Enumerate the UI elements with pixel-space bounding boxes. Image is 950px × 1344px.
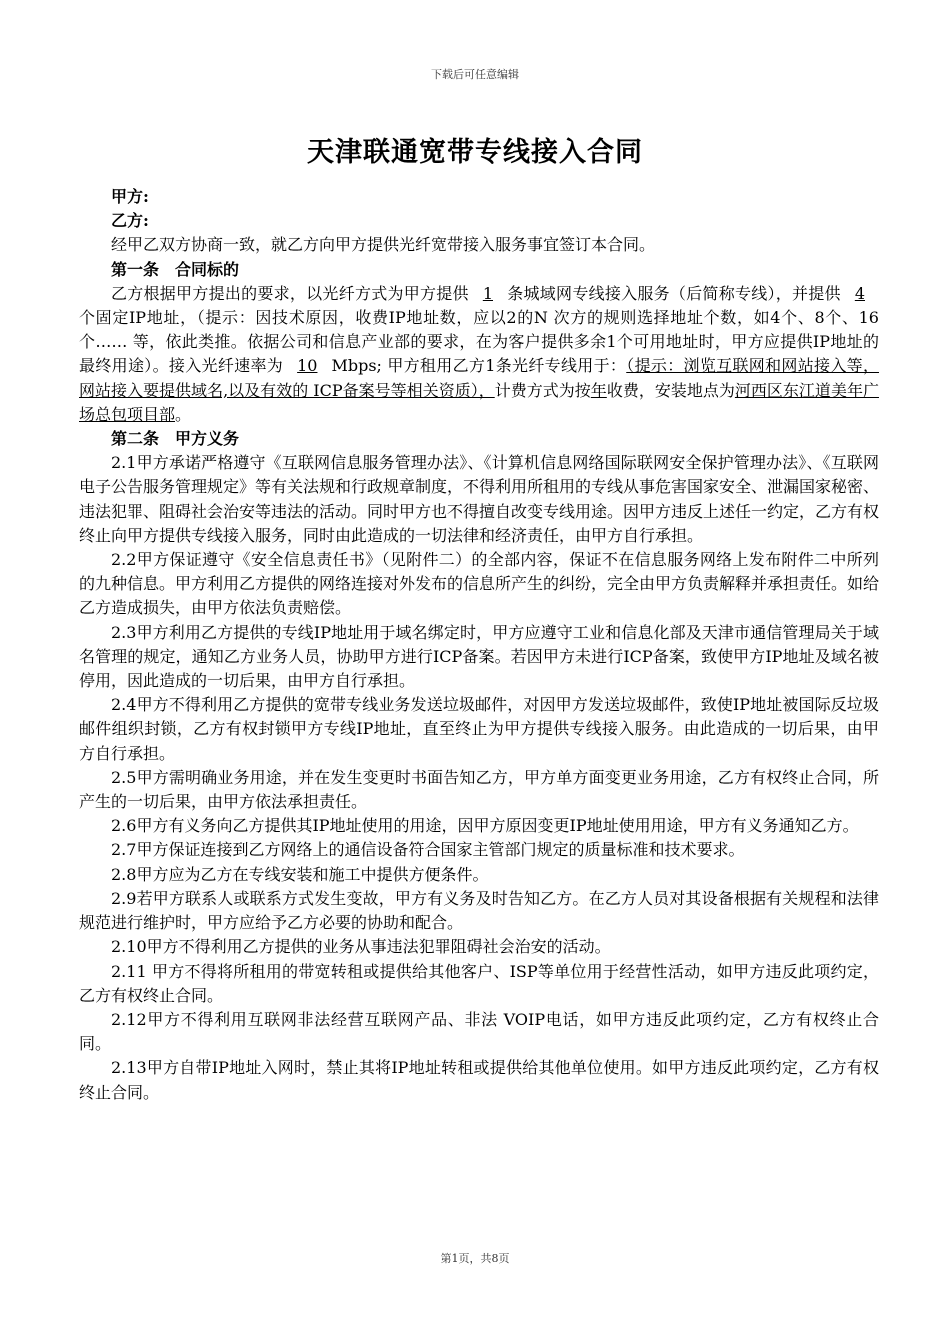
clause-2-11: 2.11 甲方不得将所租用的带宽转租或提供给其他客户、ISP等单位用于经营性活动，如甲方违反此项约定，乙方有权终止合同。 <box>79 961 879 1005</box>
page-footer: 第1页，共8页 <box>440 1252 510 1265</box>
intro-paragraph: 经甲乙双方协商一致，就乙方向甲方提供光纤宽带接入服务事宜签订本合同。 <box>111 235 656 255</box>
article1-text-6: 收费，安装地点为 <box>606 380 735 400</box>
clause-2-5: 2.5甲方需明确业务用途，并在发生变更时书面告知乙方，甲方单方面变更业务用途，乙方有权终止合同，所产生的一切后果，由甲方依法承担责任。 <box>79 767 879 812</box>
rate-field: 10 <box>297 356 318 376</box>
usage-field: （提示：浏览互联网和网站接入等，网站接入要提供域名,以及有效的 ICP备案号等相关资质）， <box>79 356 879 400</box>
clause-2-1: 2.1甲方承诺严格遵守《互联网信息服务管理办法》、《计算机信息网络国际联网安全保护管理办法》、《互联网电子公告服务管理规定》等有关法规和行政规章制度，不得利用所租用的专线从事危害国家安全、泄漏国家秘密、违法犯罪、阻碍社会治安等违法的活动。同时甲方也不得擅自改变专线用途。因甲方违反上述任一约定，乙方有权终止向甲方提供专线接入服务，同时由此造成的一切法律和经济责任，由甲方自行承担。 <box>79 453 880 545</box>
clause-2-7: 2.7甲方保证连接到乙方网络上的通信设备符合国家主管部门规定的质量标准和技术要求。 <box>111 840 745 860</box>
article1-text-7: 。 <box>175 404 192 424</box>
clause-2-10: 2.10甲方不得利用乙方提供的业务从事违法犯罪阻碍社会治安的活动。 <box>111 937 611 957</box>
clause-2-6: 2.6甲方有义务向乙方提供其IP地址使用的用途，因甲方原因变更IP地址使用用途，甲方有义务通知乙方。 <box>111 816 859 836</box>
clause-2-13: 2.13甲方自带IP地址入网时，禁止其将IP地址转租或提供给其他单位使用。如甲方违反此项约定，乙方有权终止合同。 <box>79 1058 879 1102</box>
article1-heading: 第一条 合同标的 <box>111 259 240 279</box>
location-field: 河西区东江道美年广场总包项目部 <box>79 380 879 424</box>
article1-text-5: 计费方式为按 <box>494 380 591 400</box>
clause-2-3: 2.3甲方利用乙方提供的专线IP地址用于域名绑定时，甲方应遵守工业和信息化部及天津市通信管理局关于域名管理的规定，通知乙方业务人员，协助甲方进行ICP备案。若因甲方未进行ICP备案，致使甲方IP地址及域名被停用，因此造成的一切后果，由甲方自行承担。 <box>79 622 879 691</box>
article1-text-3: 个固定IP地址，（提示：因技术原因，收费IP地址数，应以2的N 次方的规则选择地址个数，如4个、8个、16个…… 等，依此类推。依据公司和信息产业部的要求，在为客户提供多余1个可用地址时，甲方应提供IP地址的最终用途）。接入光纤速率为 <box>79 308 879 376</box>
contract-body <box>79 185 879 1105</box>
clause-2-2: 2.2甲方保证遵守《安全信息责任书》（见附件二）的全部内容，保证不在信息服务网络上发布附件二中所列的九种信息。甲方利用乙方提供的网络连接对外发布的信息所产生的纠纷，完全由甲方负责解释并承担责任。如给乙方造成损失，由甲方依法负责赔偿。 <box>79 550 880 618</box>
party-b-label: 乙方: <box>111 211 149 231</box>
clause-2-9: 2.9若甲方联系人或联系方式发生变故，甲方有义务及时告知乙方。在乙方人员对其设备根据有关规程和法律规范进行维护时，甲方应给予乙方必要的协助和配合。 <box>79 888 879 933</box>
billing-field: 年 <box>590 380 607 400</box>
article1-text-2: 条城域网专线接入服务（后简称专线），并提供 <box>507 283 841 303</box>
contract-title: 天津联通宽带专线接入合同 <box>307 137 643 168</box>
party-a-label: 甲方: <box>111 187 149 206</box>
lines-count-field: 1 <box>482 283 493 303</box>
article1-paragraph <box>79 282 879 427</box>
clause-2-8: 2.8甲方应为乙方在专线安装和施工中提供方便条件。 <box>111 864 489 884</box>
clause-2-12: 2.12甲方不得利用互联网非法经营互联网产品、非法 VOIP电话，如甲方违反此项约定，乙方有权终止合同。 <box>79 1009 879 1054</box>
header-note: 下载后可任意编辑 <box>431 68 519 81</box>
article2-heading: 第二条 甲方义务 <box>111 429 240 449</box>
ip-count-field: 4 <box>854 283 865 303</box>
article1-text-1: 乙方根据甲方提出的要求，以光纤方式为甲方提供 <box>111 283 469 303</box>
clause-2-4: 2.4甲方不得利用乙方提供的宽带专线业务发送垃圾邮件，对因甲方发送垃圾邮件，致使IP地址被国际反垃圾邮件组织封锁，乙方有权封锁甲方专线IP地址，直至终止为甲方提供专线接入服务。由此造成的一切后果，由甲方自行承担。 <box>79 695 879 763</box>
article1-text-4: Mbps; 甲方租用乙方1条光纤专线用于： <box>331 356 627 376</box>
